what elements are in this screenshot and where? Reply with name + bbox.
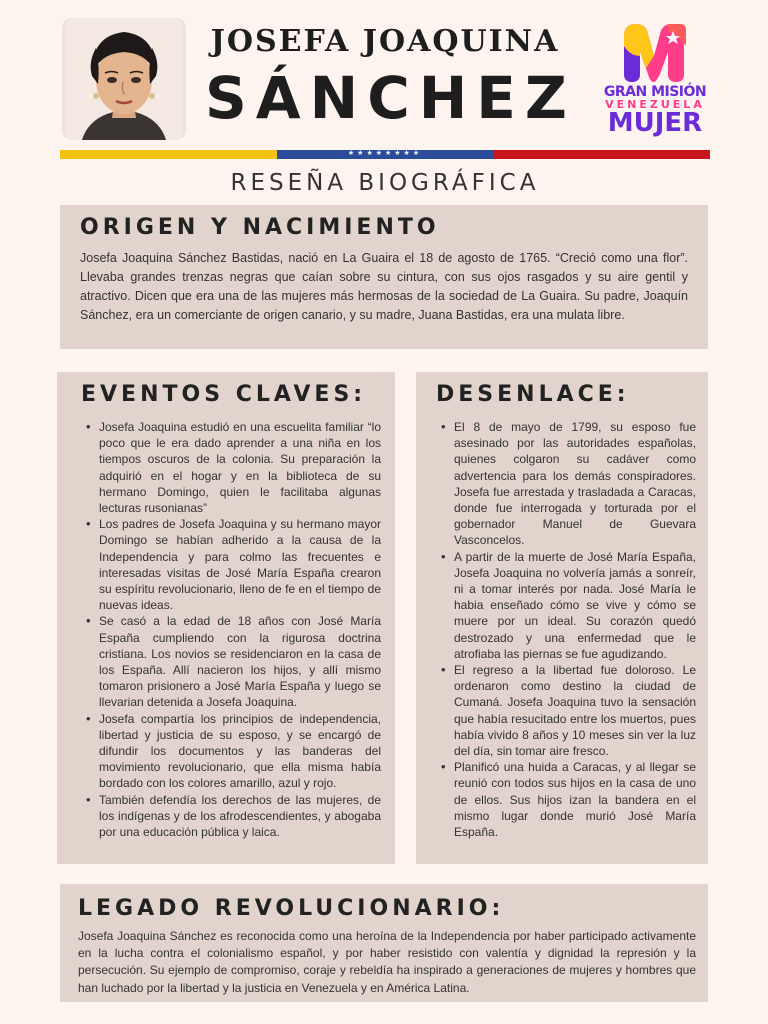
list-item: • Josefa Joaquina estudió en una escuelita familiar “lo poco que le era dado aprender a una niña en los tiempos oscuros de la colonia. Su preparación la adquirió en el hogar y en la biblioteca de su hermano Domingo, quien le facilitaba algunas lecturas rusonianas” xyxy=(81,419,381,516)
portrait-illustration xyxy=(62,18,186,140)
list-item: • Los padres de Josefa Joaquina y su hermano mayor Domingo se habían adherido a la causa de la Independencia y para colmo las frecuentes e interesadas visitas de José María España crearon su espíritu revolucionario, lleno de fe en el tiempo de nuevas ideas. xyxy=(81,516,381,613)
flag-red-stripe xyxy=(493,150,710,159)
gran-mision-venezuela-mujer-logo xyxy=(590,16,720,140)
legado-heading: LEGADO REVOLUCIONARIO: xyxy=(78,896,505,921)
origen-text: Josefa Joaquina Sánchez Bastidas, nació en La Guaira el 18 de agosto de 1765. “Creció como una flor”. Llevaba grandes trenzas negras que caían sobre su cintura, con sus ojos rasgados y su aire gentil y atractivo. Dicen que era una de las mujeres más hermosas de la sociedad de La Guaira. Su padre, Joaquín Sánchez, era un comerciante de origen canario, y su madre, Juana Bastidas, era una mulata libre. xyxy=(80,251,688,322)
desenlace-section xyxy=(416,372,708,864)
flag-blue-stripe xyxy=(277,150,494,159)
page-subtitle: RESEÑA BIOGRÁFICA xyxy=(230,170,540,196)
list-item: • El regreso a la libertad fue doloroso. Le ordenaron como destino la ciudad de Cumaná. Josefa Joaquina tuvo la sensación que había resucitado entre los muertos, pues había vivido 8 años y 10 meses sin ver la luz del día, sin tomar aire fresco. xyxy=(436,662,696,759)
venezuela-flag-bar xyxy=(60,150,710,159)
logo-line-3: MUJER xyxy=(607,108,703,138)
list-item: • El 8 de mayo de 1799, su esposo fue asesinado por las autoridades españolas, quienes colgaron su cadáver como advertencia para los demás conspiradores. Josefa fue arrestada y trasladada a Caracas, donde fue interrogada y torturada por el gobernador Manuel de Guevara Vasconcelos. xyxy=(436,419,696,549)
eventos-heading: EVENTOS CLAVES: xyxy=(81,382,367,407)
eventos-section xyxy=(57,372,395,864)
desenlace-list xyxy=(436,419,696,840)
page-title-first-names: JOSEFA JOAQUINA xyxy=(210,24,560,59)
eventos-list xyxy=(81,419,381,840)
list-item: • Josefa compartía los principios de independencia, libertad y justicia de su esposo, y se encargó de difundir los documentos y las banderas del movimiento revolucionario, que ella misma había bordado con los colores amarillo, azul y rojo. xyxy=(81,711,381,792)
origen-heading: ORIGEN Y NACIMIENTO xyxy=(80,215,440,240)
list-item: • También defendía los derechos de las mujeres, de los indígenas y de los afrodescendientes, y abogaba por una educación pública y laica. xyxy=(81,792,381,841)
flag-yellow-stripe xyxy=(60,150,277,159)
desenlace-heading: DESENLACE: xyxy=(436,382,630,407)
logo-line-1: GRAN MISIÓN xyxy=(603,84,707,100)
list-item: • A partir de la muerte de José María España, Josefa Joaquina no volvería jamás a sonreír, ni a tomar interés por nada. José María le habia enseñado cómo se vive y cómo se muere por un ideal. Su corazón quedó destrozado y una enfermedad que le atrofiaba las piernas se fue agudizando. xyxy=(436,549,696,662)
origen-section xyxy=(60,205,708,349)
logo-m-icon xyxy=(590,16,720,86)
legado-text: Josefa Joaquina Sánchez es reconocida como una heroína de la Independencia por haber participado activamente en la lucha contra el colonialismo español, y por haber resistido con valentía y dignidad la represión y la persecución. Su ejemplo de compromiso, coraje y rebeldía ha inspirado a generaciones de mujeres y hombres que han luchado por la libertad y la justicia en Venezuela y en América Latina. xyxy=(78,929,696,995)
flag-stars-icon: ★★★★★★★★ xyxy=(347,150,423,157)
page-title-surname: SÁNCHEZ xyxy=(205,64,576,132)
list-item: • Se casó a la edad de 18 años con José María España cumpliendo con la rigurosa doctrina cristiana. Los novios se residenciaron en la casa de los España. Allí nacieron los hijos, y allí mismo tomaron prisionero a José María España y luego se llevarian detenida a Josefa Joaquina. xyxy=(81,613,381,710)
portrait-image xyxy=(62,18,186,140)
legado-section xyxy=(60,884,708,1002)
list-item: • Planificó una huida a Caracas, y al llegar se reunió con todos sus hijos en la casa de uno de ellos. Sus hijos izan la bandera en el mismo lugar donde murió José María España. xyxy=(436,759,696,840)
logo-line-2: VENEZUELA xyxy=(605,98,705,111)
